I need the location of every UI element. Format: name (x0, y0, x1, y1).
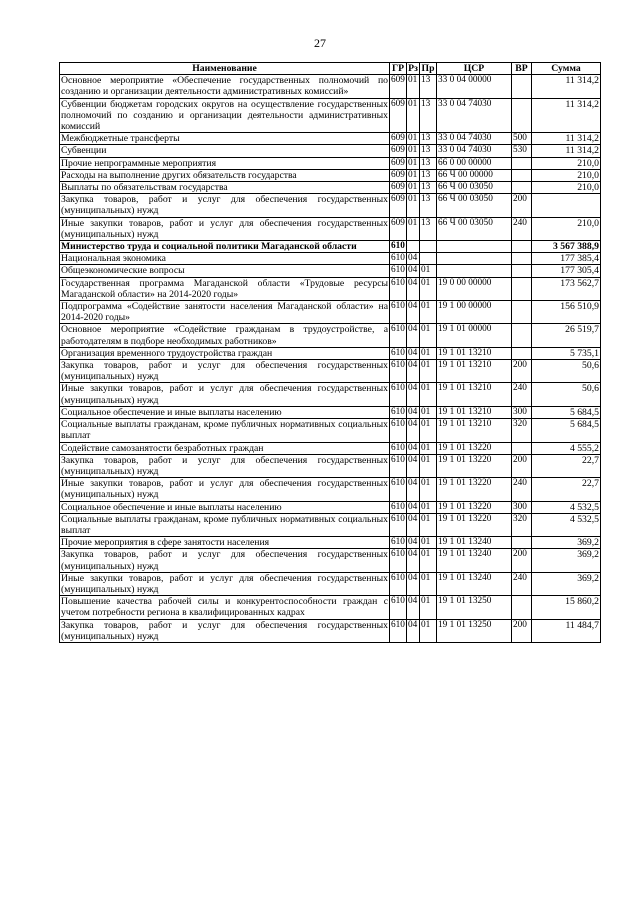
row-sum (532, 194, 601, 217)
row-vr: 200 (512, 619, 532, 642)
row-csr: 19 1 01 13250 (437, 619, 512, 642)
row-pr: 13 (420, 182, 437, 194)
row-vr: 500 (512, 133, 532, 145)
row-pr: 01 (420, 549, 437, 572)
row-pr: 01 (420, 442, 437, 454)
row-sum: 50,6 (532, 360, 601, 383)
row-sum: 3 567 388,9 (532, 241, 601, 253)
row-rz: 01 (407, 145, 420, 157)
row-sum: 50,6 (532, 383, 601, 406)
row-rz: 04 (407, 360, 420, 383)
row-gr: 610 (390, 383, 407, 406)
header-gr: ГР (390, 63, 407, 75)
table-row (60, 133, 601, 145)
table-row (60, 442, 601, 454)
row-vr: 200 (512, 454, 532, 477)
row-csr: 19 1 01 13220 (437, 442, 512, 454)
row-pr: 01 (420, 277, 437, 300)
row-name: Выплаты по обязательствам государства (60, 182, 390, 194)
row-gr: 610 (391, 537, 405, 548)
row-vr (512, 301, 532, 324)
row-gr: 610 (390, 419, 407, 442)
table-row (60, 619, 601, 642)
table-row (60, 301, 601, 324)
row-csr: 19 1 01 13240 (437, 572, 512, 595)
row-gr: 610 (391, 265, 405, 276)
row-vr (512, 596, 532, 619)
table-row (60, 537, 601, 549)
row-name: Социальное обеспечение и иные выплаты населению (60, 406, 390, 418)
row-name: Расходы на выполнение других обязательств государства (60, 169, 390, 181)
row-rz: 04 (407, 324, 420, 347)
row-pr: 01 (420, 537, 437, 549)
row-name: Организация временного трудоустройства граждан (60, 347, 390, 359)
row-csr: 19 1 01 00000 (437, 324, 512, 347)
row-csr: 19 1 01 13210 (437, 419, 512, 442)
row-vr (512, 265, 532, 277)
row-sum: 5 684,5 (532, 419, 601, 442)
row-sum: 210,0 (532, 157, 601, 169)
row-name: Подпрограмма «Содействие занятости населения Магаданской области» на 2014-2020 годы» (61, 301, 388, 324)
row-csr: 19 1 01 13220 (437, 478, 512, 501)
row-vr (512, 157, 532, 169)
row-name: Иные закупки товаров, работ и услуг для обеспечения государственных (муниципальных) нужд (61, 217, 388, 240)
row-gr: 610 (390, 324, 407, 347)
row-gr: 609 (391, 145, 405, 156)
row-csr (437, 265, 512, 277)
row-gr: 609 (391, 133, 405, 144)
row-vr: 320 (512, 419, 532, 442)
row-sum: 369,2 (532, 537, 601, 549)
row-gr: 610 (391, 501, 405, 512)
row-csr (437, 241, 512, 253)
row-pr: 01 (420, 513, 437, 536)
row-vr: 200 (512, 549, 532, 572)
row-gr: 610 (390, 549, 407, 572)
row-gr: 609 (391, 182, 405, 193)
row-sum: 369,2 (532, 572, 601, 595)
row-rz: 04 (407, 419, 420, 442)
row-rz (407, 241, 420, 253)
row-rz: 04 (407, 277, 420, 300)
row-rz: 04 (407, 454, 420, 477)
row-name: Закупка товаров, работ и услуг для обеспечения государственных (муниципальных) нужд (61, 194, 388, 217)
row-csr: 19 0 00 00000 (437, 277, 512, 300)
row-pr: 01 (420, 596, 437, 619)
row-pr: 01 (420, 419, 437, 442)
row-pr: 01 (420, 324, 437, 347)
table-row (60, 454, 601, 477)
row-gr: 610 (391, 241, 405, 252)
row-name: Закупка товаров, работ и услуг для обеспечения государственных (муниципальных) нужд (61, 454, 388, 477)
table-row (60, 478, 601, 501)
table-row (60, 383, 601, 406)
row-sum: 22,7 (532, 454, 601, 477)
row-gr: 610 (390, 572, 407, 595)
row-vr (512, 442, 532, 454)
row-sum: 210,0 (532, 217, 601, 240)
row-pr: 13 (420, 133, 437, 145)
table-row (60, 360, 601, 383)
row-rz: 04 (407, 619, 420, 642)
row-vr (512, 98, 532, 133)
row-sum: 210,0 (532, 169, 601, 181)
row-csr: 19 1 00 00000 (437, 301, 512, 324)
row-pr: 01 (420, 619, 437, 642)
table-header-row (60, 63, 601, 75)
table-row (60, 217, 601, 240)
table-row (60, 419, 601, 442)
row-pr: 01 (420, 454, 437, 477)
row-name: Прочие мероприятия в сфере занятости населения (60, 537, 390, 549)
row-csr: 19 1 01 13210 (437, 383, 512, 406)
row-pr: 01 (420, 572, 437, 595)
row-rz: 04 (407, 572, 420, 595)
budget-table (59, 62, 601, 643)
row-pr: 01 (420, 383, 437, 406)
row-csr: 19 1 01 13250 (437, 596, 512, 619)
row-name: Социальные выплаты гражданам, кроме публичных нормативных социальных выплат (61, 419, 388, 442)
row-rz: 04 (407, 265, 420, 277)
table-row (60, 98, 601, 133)
row-gr: 609 (391, 169, 405, 180)
row-rz: 04 (407, 513, 420, 536)
row-sum: 5 684,5 (532, 406, 601, 418)
row-rz: 04 (407, 406, 420, 418)
header-vr: ВР (512, 63, 532, 75)
table-row (60, 347, 601, 359)
row-sum: 11 314,2 (532, 145, 601, 157)
row-rz: 01 (407, 157, 420, 169)
row-csr: 33 0 04 74030 (437, 133, 512, 145)
row-pr: 13 (420, 157, 437, 169)
row-gr: 610 (390, 513, 407, 536)
row-rz: 01 (407, 182, 420, 194)
row-vr: 240 (512, 383, 532, 406)
row-csr: 66 Ч 00 03050 (437, 182, 512, 194)
table-row (60, 549, 601, 572)
row-vr: 320 (512, 513, 532, 536)
row-rz: 01 (407, 133, 420, 145)
row-gr: 610 (391, 253, 405, 264)
row-name: Закупка товаров, работ и услуг для обеспечения государственных (муниципальных) нужд (61, 360, 388, 383)
row-name: Межбюджетные трансферты (60, 133, 390, 145)
row-vr (512, 241, 532, 253)
row-vr: 300 (512, 501, 532, 513)
row-vr: 300 (512, 406, 532, 418)
row-csr: 19 1 01 13210 (437, 406, 512, 418)
row-sum: 210,0 (532, 182, 601, 194)
row-sum: 4 555,2 (532, 442, 601, 454)
row-csr: 19 1 01 13210 (437, 360, 512, 383)
row-sum: 177 385,4 (532, 253, 601, 265)
row-pr: 13 (420, 145, 437, 157)
row-name: Основное мероприятие «Обеспечение государственных полномочий по созданию и организации деятельности административных комиссий» (61, 75, 388, 98)
row-name: Основное мероприятие «Содействие гражданам в трудоустройстве, а работодателям в подборе необходимых работников» (61, 324, 388, 347)
row-pr: 01 (420, 478, 437, 501)
row-pr: 01 (420, 265, 437, 277)
row-name: Социальное обеспечение и иные выплаты населению (60, 501, 390, 513)
row-sum: 11 484,7 (532, 619, 601, 642)
row-gr: 610 (390, 454, 407, 477)
row-gr: 610 (390, 478, 407, 501)
row-pr: 01 (420, 406, 437, 418)
row-rz: 04 (407, 301, 420, 324)
row-sum: 11 314,2 (532, 75, 601, 98)
row-csr: 66 Ч 00 03050 (437, 194, 512, 217)
header-rz: Рз (408, 63, 418, 74)
row-name: Содействие самозанятости безработных граждан (60, 442, 390, 454)
row-csr: 66 0 00 00000 (437, 157, 512, 169)
row-pr: 13 (420, 169, 437, 181)
row-vr (512, 169, 532, 181)
row-name: Закупка товаров, работ и услуг для обеспечения государственных (муниципальных) нужд (61, 549, 388, 572)
table-row (60, 241, 601, 253)
row-gr: 609 (390, 98, 407, 133)
header-pr: Пр (420, 63, 437, 75)
row-rz: 01 (407, 194, 420, 217)
row-name: Субвенции бюджетам городских округов на осуществление государственных полномочий по созданию и организации деятельности административных комиссий (61, 98, 388, 133)
row-gr: 609 (390, 194, 407, 217)
row-rz: 04 (407, 347, 420, 359)
row-vr (512, 347, 532, 359)
row-name: Общеэкономические вопросы (60, 265, 390, 277)
row-pr: 01 (420, 501, 437, 513)
row-csr: 19 1 01 13220 (437, 501, 512, 513)
row-rz: 01 (407, 98, 420, 133)
row-vr: 240 (512, 572, 532, 595)
row-rz: 01 (407, 217, 420, 240)
row-gr: 609 (390, 75, 407, 98)
row-rz: 04 (407, 383, 420, 406)
row-vr: 200 (512, 194, 532, 217)
row-name: Повышение качества рабочей силы и конкурентоспособности граждан с учетом потребности региона в квалифицированных кадрах (61, 596, 388, 619)
row-rz: 04 (407, 253, 420, 265)
row-csr: 66 Ч 00 03050 (437, 217, 512, 240)
page-number: 27 (314, 36, 326, 50)
row-name: Субвенции (60, 145, 390, 157)
row-rz: 04 (407, 596, 420, 619)
row-gr: 610 (391, 347, 405, 358)
row-vr (512, 75, 532, 98)
row-sum: 173 562,7 (532, 277, 601, 300)
row-name: Иные закупки товаров, работ и услуг для обеспечения государственных (муниципальных) нужд (61, 383, 388, 406)
row-rz: 01 (407, 75, 420, 98)
row-vr (512, 324, 532, 347)
row-gr: 610 (391, 406, 405, 417)
table-row (60, 596, 601, 619)
row-gr: 610 (390, 277, 407, 300)
header-csr: ЦСР (437, 63, 512, 75)
table-row (60, 513, 601, 536)
row-pr (420, 241, 437, 253)
table-row (60, 145, 601, 157)
row-sum: 22,7 (532, 478, 601, 501)
table-row (60, 253, 601, 265)
row-rz: 04 (407, 549, 420, 572)
table-row (60, 169, 601, 181)
row-pr: 13 (420, 98, 437, 133)
header-name: Наименование (60, 63, 390, 75)
table-row (60, 157, 601, 169)
row-sum: 177 305,4 (532, 265, 601, 277)
row-pr (420, 253, 437, 265)
row-sum: 15 860,2 (532, 596, 601, 619)
row-name: Иные закупки товаров, работ и услуг для обеспечения государственных (муниципальных) нужд (61, 572, 388, 595)
row-csr: 19 1 01 13240 (437, 549, 512, 572)
row-csr: 19 1 01 13210 (437, 347, 512, 359)
row-sum: 4 532,5 (532, 513, 601, 536)
row-sum: 5 735,1 (532, 347, 601, 359)
table-row (60, 265, 601, 277)
row-gr: 610 (391, 442, 405, 453)
row-name: Закупка товаров, работ и услуг для обеспечения государственных (муниципальных) нужд (61, 619, 388, 642)
table-row (60, 406, 601, 418)
row-vr: 240 (512, 478, 532, 501)
row-gr: 610 (390, 619, 407, 642)
row-csr: 19 1 01 13220 (437, 513, 512, 536)
row-csr: 19 1 01 13220 (437, 454, 512, 477)
table-row (60, 501, 601, 513)
row-csr: 33 0 04 00000 (437, 75, 512, 98)
row-pr: 13 (420, 75, 437, 98)
row-rz: 04 (407, 478, 420, 501)
row-pr: 13 (420, 217, 437, 240)
row-vr (512, 253, 532, 265)
header-sum: Сумма (532, 63, 601, 75)
row-name: Иные закупки товаров, работ и услуг для обеспечения государственных (муниципальных) нужд (61, 478, 388, 501)
row-name: Социальные выплаты гражданам, кроме публичных нормативных социальных выплат (61, 513, 388, 536)
row-gr: 610 (390, 301, 407, 324)
row-vr: 240 (512, 217, 532, 240)
row-vr: 530 (512, 145, 532, 157)
row-pr: 01 (420, 360, 437, 383)
row-pr: 01 (420, 301, 437, 324)
row-csr: 33 0 04 74030 (437, 98, 512, 133)
row-sum: 11 314,2 (532, 133, 601, 145)
row-sum: 156 510,9 (532, 301, 601, 324)
row-name: Министерство труда и социальной политики Магаданской области (60, 241, 390, 253)
row-csr: 19 1 01 13240 (437, 537, 512, 549)
table-row (60, 324, 601, 347)
row-name: Государственная программа Магаданской области «Трудовые ресурсы Магаданской области» на 2014-2020 годы» (61, 277, 388, 300)
row-rz: 04 (407, 537, 420, 549)
row-rz: 04 (407, 501, 420, 513)
row-rz: 01 (407, 169, 420, 181)
row-csr: 33 0 04 74030 (437, 145, 512, 157)
table-row (60, 75, 601, 98)
row-name: Прочие непрограммные мероприятия (60, 157, 390, 169)
row-gr: 609 (390, 217, 407, 240)
table-row (60, 194, 601, 217)
row-sum: 26 519,7 (532, 324, 601, 347)
row-vr (512, 537, 532, 549)
table-row (60, 572, 601, 595)
table-row (60, 182, 601, 194)
row-csr (437, 253, 512, 265)
row-gr: 609 (391, 157, 405, 168)
row-pr: 01 (420, 347, 437, 359)
row-pr: 13 (420, 194, 437, 217)
row-csr: 66 Ч 00 00000 (437, 169, 512, 181)
row-rz: 04 (407, 442, 420, 454)
row-vr: 200 (512, 360, 532, 383)
row-vr (512, 277, 532, 300)
row-sum: 11 314,2 (532, 98, 601, 133)
row-sum: 369,2 (532, 549, 601, 572)
row-vr (512, 182, 532, 194)
table-row (60, 277, 601, 300)
row-sum: 4 532,5 (532, 501, 601, 513)
row-name: Национальная экономика (60, 253, 390, 265)
row-gr: 610 (390, 360, 407, 383)
row-gr: 610 (390, 596, 407, 619)
